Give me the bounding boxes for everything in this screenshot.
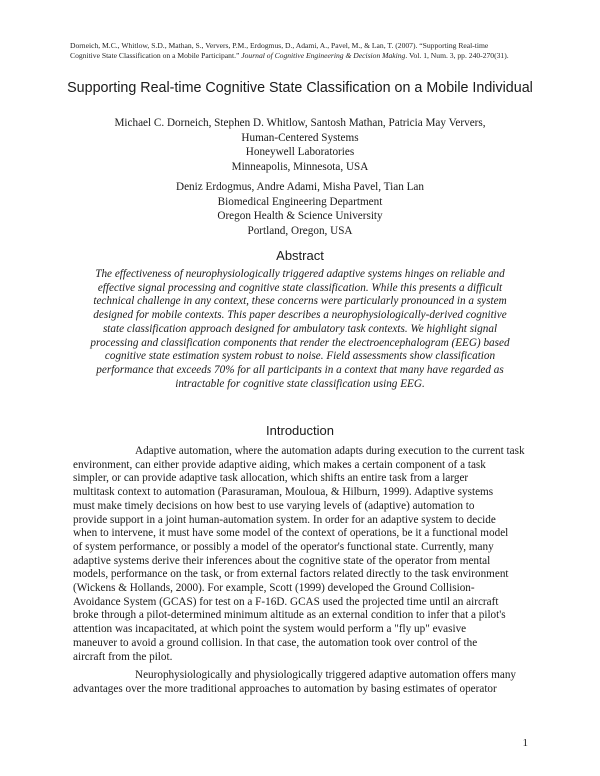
author-institution: Honeywell Laboratories bbox=[245, 146, 355, 159]
paragraph-line: aircraft from the pilot. bbox=[73, 650, 173, 663]
author-department: Biomedical Engineering Department bbox=[217, 195, 383, 208]
author-department: Human-Centered Systems bbox=[241, 131, 359, 144]
introduction-body bbox=[73, 445, 533, 697]
abstract-line: The effectiveness of neurophysiologically triggered adaptive systems hinges on reliable and bbox=[95, 268, 505, 280]
paper-title: Supporting Real-time Cognitive State Classification on a Mobile Individual bbox=[67, 80, 533, 96]
paragraph-line: advantages over the more traditional approaches to automation by basing estimates of operator bbox=[73, 682, 497, 695]
abstract-line: cognitive state estimation system robust to noise. Field assessments show classification bbox=[104, 350, 496, 363]
paragraph-line: provide support in a joint human-automation system. In order for an adaptive system to decide bbox=[73, 513, 496, 526]
paragraph-line: maneuver to avoid a ground collision. In that case, the automation took over control of the bbox=[73, 636, 478, 649]
author-names: Deniz Erdogmus, Andre Adami, Misha Pavel, Tian Lan bbox=[176, 181, 424, 193]
paragraph-line: Neurophysiologically and physiologically triggered adaptive automation offers many bbox=[135, 669, 517, 682]
paragraph-line: when to intervene, it must have some model of the context of operations, be it a functional model bbox=[73, 527, 509, 540]
author-location: Minneapolis, Minnesota, USA bbox=[231, 160, 369, 173]
abstract-line: processing and classification components that render the electroencephalogram (EEG) based bbox=[90, 336, 510, 349]
paragraph-line: Avoidance System (GCAS) for test on a F-16D. GCAS used the projected time until an aircraft bbox=[73, 595, 499, 608]
introduction-heading: Introduction bbox=[266, 423, 334, 438]
author-institution: Oregon Health & Science University bbox=[217, 210, 383, 223]
citation-line-1: Dorneich, M.C., Whitlow, S.D., Mathan, S., Ververs, P.M., Erdogmus, D., Adami, A., Pavel, M., & Lan, T. (2007). “Supporting Real-time bbox=[70, 41, 489, 50]
paragraph-line: environment, can either provide adaptive aiding, which makes a certain component of a task bbox=[73, 458, 486, 471]
abstract-heading: Abstract bbox=[276, 248, 324, 263]
author-names: Michael C. Dorneich, Stephen D. Whitlow, Santosh Mathan, Patricia May Ververs, bbox=[114, 117, 486, 129]
abstract-line: intractable for cognitive state classification using EEG. bbox=[175, 377, 425, 390]
paragraph-line: (Wickens & Hollands, 2000). For example, Scott (1999) developed the Ground Collision- bbox=[73, 582, 475, 595]
abstract-text bbox=[80, 268, 520, 391]
abstract-line: designed for mobile contexts. This paper describes a neurophysiologically-derived cognitive bbox=[93, 309, 507, 322]
citation-line-2 bbox=[70, 51, 540, 61]
paragraph-line: multitask context to automation (Parasuraman, Mouloua, & Hilburn, 1999). Adaptive systems bbox=[73, 486, 494, 499]
abstract-line: performance that exceeds 70% for all participants in a context that many have regarded as bbox=[96, 363, 504, 376]
paragraph-line: simpler, or can provide adaptive task allocation, which shifts an entire task from a larger bbox=[73, 472, 469, 485]
author-block-ohsu bbox=[0, 180, 600, 238]
abstract-line: technical challenge in any context, these concerns were particularly pronounced in a system bbox=[93, 295, 507, 308]
citation-line-2-text: Cognitive State Classification on a Mobile Participant.” bbox=[70, 51, 242, 60]
citation-header bbox=[70, 41, 540, 61]
paragraph-line: attention was incapacitated, at which point the system would perform a "fly up" evasive bbox=[73, 623, 467, 636]
paragraph-line: adaptive systems derive their inferences about the cognitive state of the operator from mental bbox=[73, 554, 491, 567]
author-location: Portland, Oregon, USA bbox=[247, 224, 353, 237]
paragraph-line: Adaptive automation, where the automation adapts during execution to the current task bbox=[135, 445, 525, 457]
citation-volume: . Vol. 1, Num. 3, pp. 240-270(31). bbox=[405, 51, 509, 60]
abstract-line: effective signal processing and cognitive state classification. While this presents a difficult bbox=[97, 281, 503, 294]
paragraph-line: models, performance on the task, or from external factors related directly to the task environment bbox=[73, 568, 509, 581]
paragraph-line: broke through a pilot-determined minimum altitude as an external condition to infer that a pilot's bbox=[73, 609, 506, 622]
page-number: 1 bbox=[522, 737, 528, 749]
author-block-honeywell bbox=[0, 116, 600, 174]
citation-journal: Journal of Cognitive Engineering & Decision Making bbox=[241, 51, 406, 60]
paragraph-line: must make timely decisions on how best to use varying levels of (adaptive) automation to bbox=[73, 499, 475, 512]
abstract-line: state classification approach designed for ambulatory task contexts. We highlight signal bbox=[102, 322, 498, 335]
paragraph-line: of system performance, or possibly a model of the operator's functional state. Currently, many bbox=[73, 540, 494, 553]
